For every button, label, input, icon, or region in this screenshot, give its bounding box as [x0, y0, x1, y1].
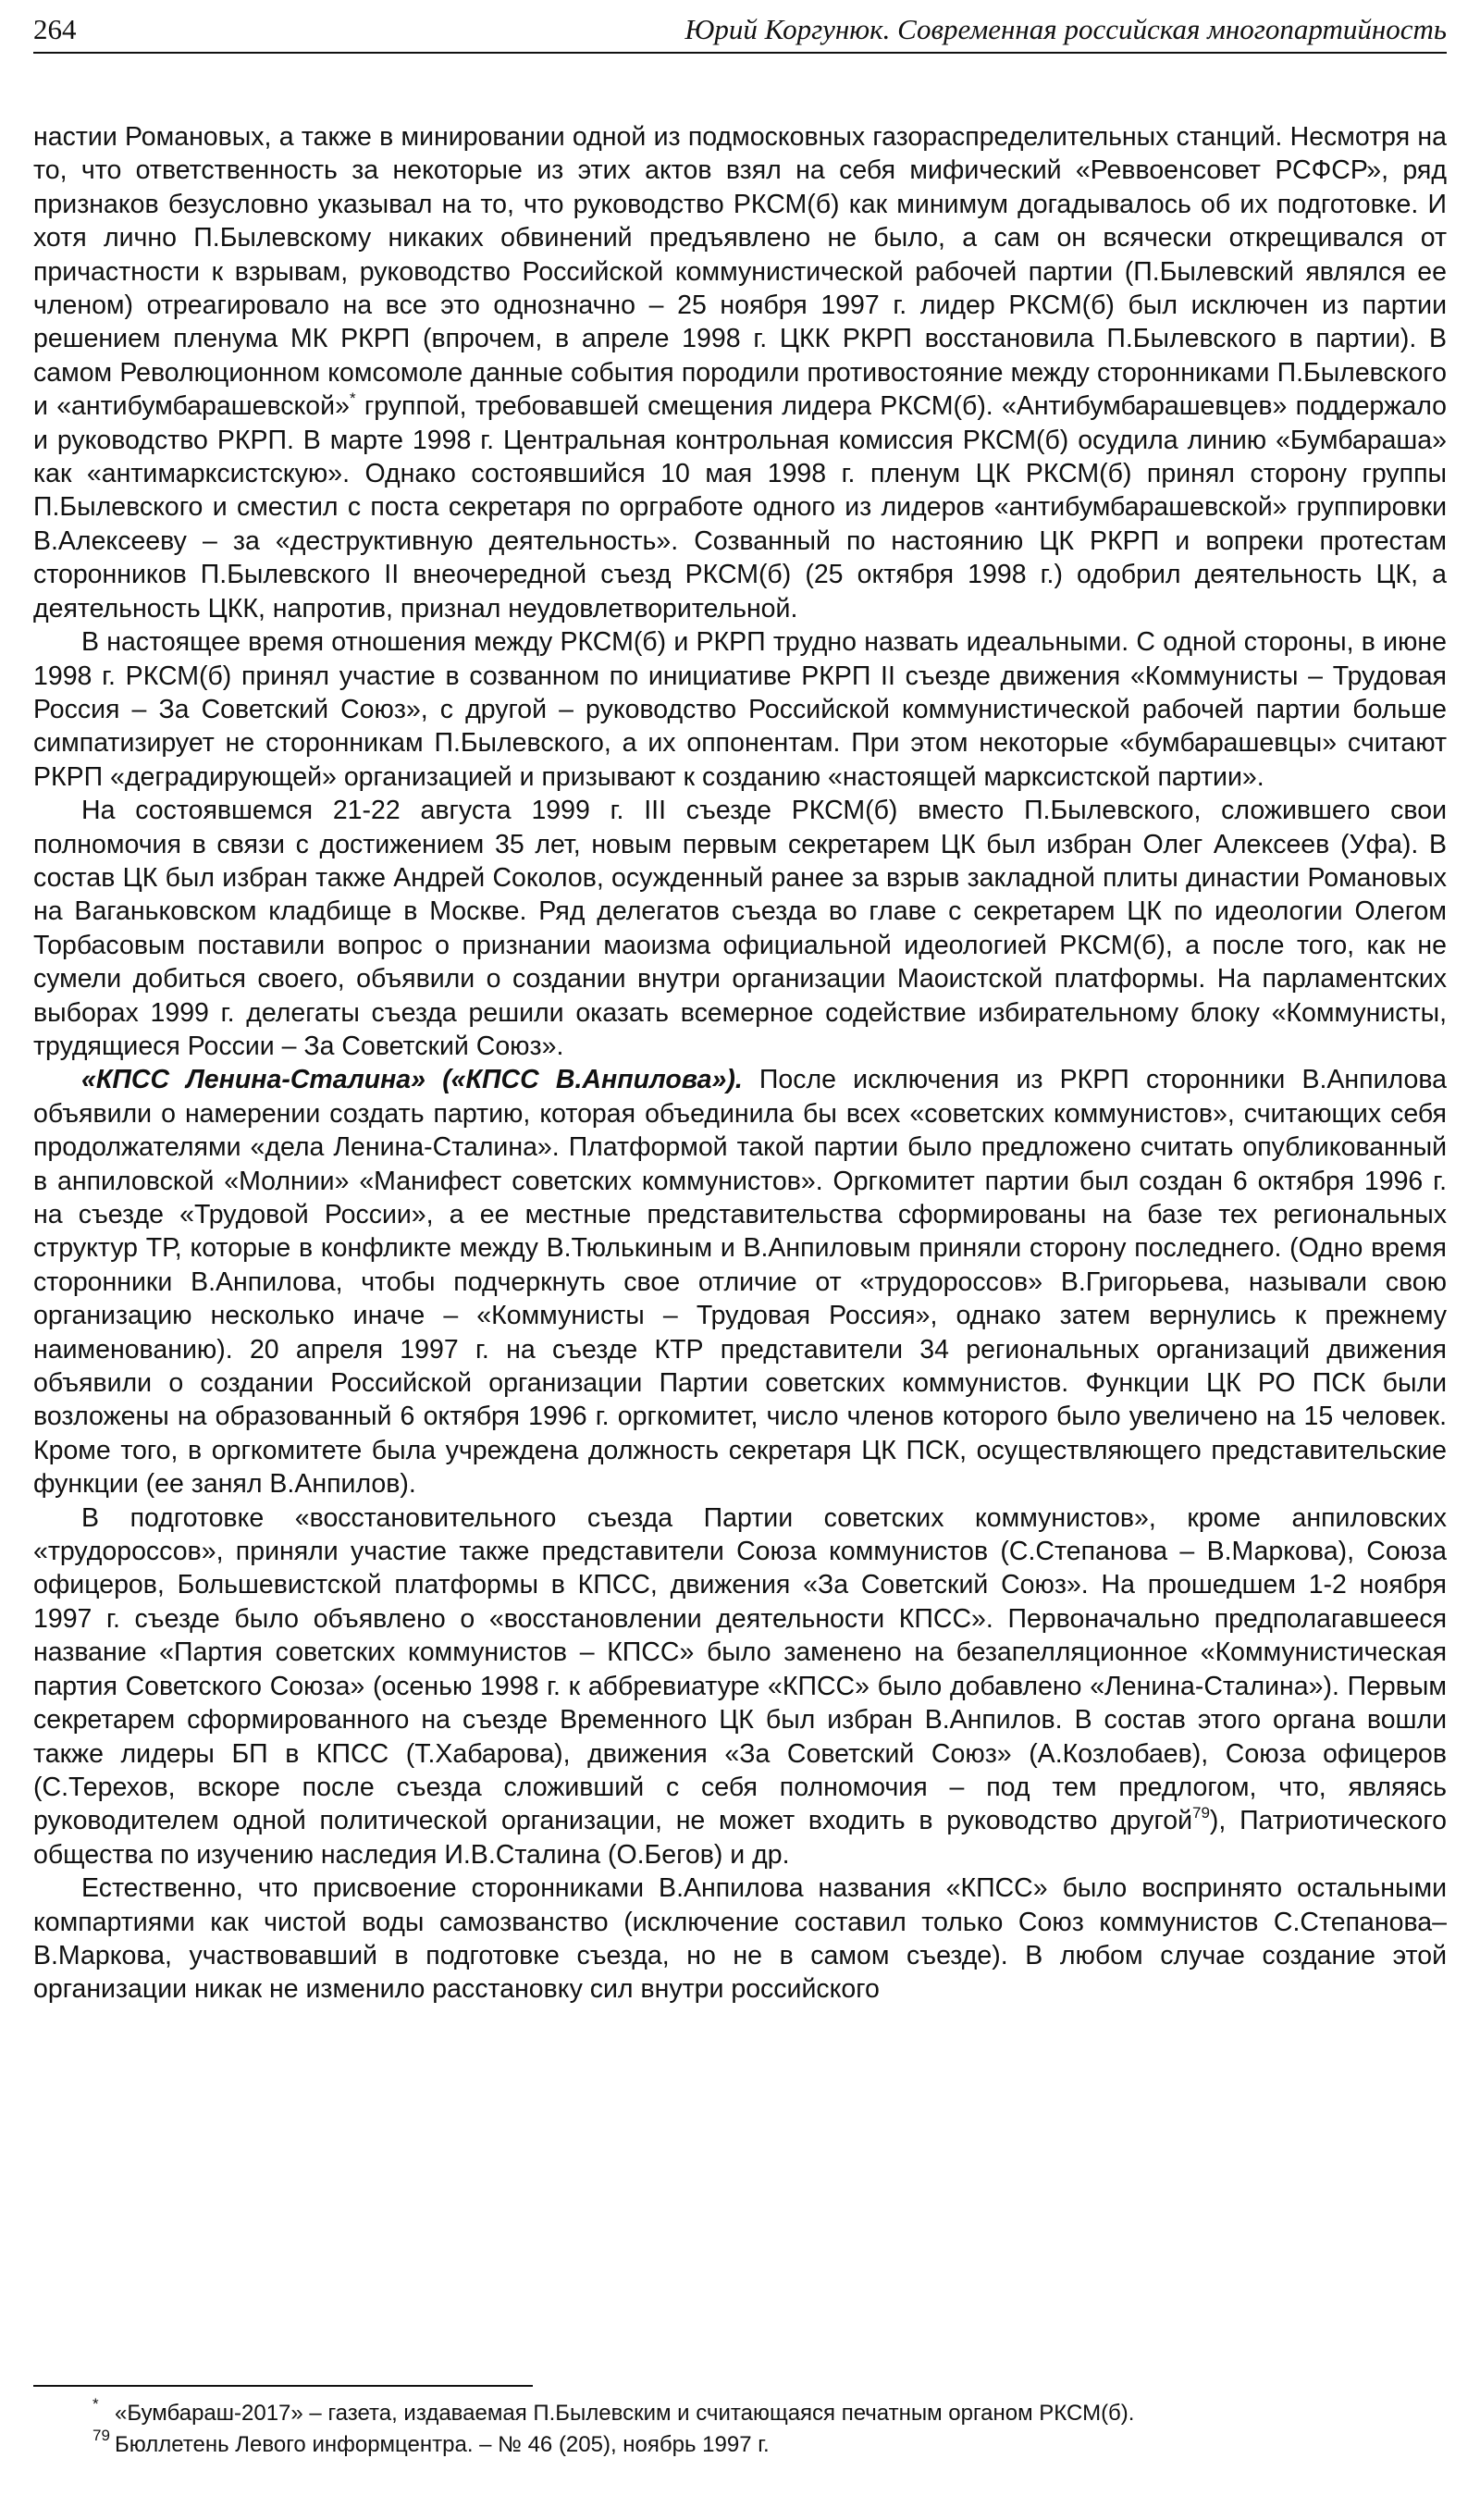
paragraph-3: На состоявшемся 21-22 августа 1999 г. III съезде РКСМ(б) вместо П.Былевского, сложившего свои полномочия в связи с достижением 35 лет, новым первым секретарем ЦК был избран Олег Алексеев (Уфа). В состав ЦК был избран также Андрей Соколов, осужденный ранее за взрыв закладной плиты династии Романовых на Ваганьковском кладбище в Москве. Ряд делегатов съезда во главе с секретарем ЦК по идеологии Олегом Торбасовым поставили вопрос о признании маоизма официальной идеологией РКСМ(б), а после того, как не сумели добиться своего, объявили о создании внутри организации Маоистской платформы. На парламентских выборах 1999 г. делегаты съезда решили оказать всемерное содействие избирательному блоку «Коммунисты, трудящиеся России – За Советский Союз». [33, 796, 1447, 1061]
paragraph-2: В настоящее время отношения между РКСМ(б) и РКРП трудно назвать идеальными. С одной стороны, в июне 1998 г. РКСМ(б) принял участие в созванном по инициативе РКРП II съезде движения «Коммунисты – Трудовая Россия – За Советский Союз», с другой – руководство Российской коммунистической рабочей партии больше симпатизирует не сторонникам П.Былевского, а их оппонентам. При этом некоторые «бумбарашевцы» считают РКРП «деградирующей» организацией и призывают к созданию «настоящей марксистской партии». [33, 627, 1447, 792]
section-heading: «КПСС Ленина-Сталина» («КПСС В.Анпилова»). [81, 1065, 743, 1095]
paragraph-4: «КПСС Ленина-Сталина» («КПСС В.Анпилова»). После исключения из РКРП сторонники В.Анпилова объявили о намерении создать партию, которая объединила бы всех «советских коммунистов», считающих себя продолжателями «дела Ленина-Сталина». Платформой такой партии было предложено считать опубликованный в анпиловской «Молнии» «Манифест советских коммунистов». Оргкомитет партии был создан 6 октября 1996 г. на съезде «Трудовой России», а ее местные представительства сформированы на базе тех региональных структур ТР, которые в конфликте между В.Тюлькиным и В.Анпиловым приняли сторону последнего. (Одно время сторонники В.Анпилова, чтобы подчеркнуть свое отличие от «трудороссов» В.Григорьева, называли свою организацию несколько иначе – «Коммунисты – Трудовая Россия», однако затем вернулись к прежнему наименованию). 20 апреля 1997 г. на съезде КТР представители 34 региональных организаций движения объявили о создании Российской организации Партии советских коммунистов. Функции ЦК РО ПСК были возложены на образованный 6 октября 1996 г. оргкомитет, число членов которого было увеличено на 15 человек. Кроме того, в оргкомитете была учреждена должность секретаря ЦК ПСК, осуществляющего представительские функции (ее занял В.Анпилов). [33, 1065, 1447, 1500]
paragraph-1: настии Романовых, а также в минировании одной из подмосковных газораспределительных станций. Несмотря на то, что ответственность за некоторые из этих актов взял на себя мифический «Реввоенсовет РСФСР», ряд признаков безусловно указывал на то, что руководство РКСМ(б) как минимум догадывалось об их подготовке. И хотя лично П.Былевскому никаких обвинений предъявлено не было, а сам он всячески открещивался от причастности к взрывам, руководство Российской коммунистической рабочей партии (П.Былевский являлся ее членом) отреагировало на все это однозначно – 25 ноября 1997 г. лидер РКСМ(б) был исключен из партии решением пленума МК РКРП (впрочем, в апреле 1998 г. ЦКК РКРП восстановила П.Былевского в партии). В самом Революционном комсомоле данные события породили противостояние между сторонниками П.Былевского и «антибумбарашевской»* группой, требовавшей смещения лидера РКСМ(б). «Антибумбарашевцев» поддержало и руководство РКРП. В марте 1998 г. Центральная контрольная комиссия РКСМ(б) осудила линию «Бумбараша» как «антимарксистскую». Однако состоявшийся 10 мая 1998 г. пленум ЦК РКСМ(б) принял сторону группы П.Былевского и сместил с поста секретаря по оргработе одного из лидеров «антибумбарашевской» группировки В.Алексееву – за «деструктивную деятельность». Созванный по настоянию ЦК РКРП и вопреки протестам сторонников П.Былевского II внеочередной съезд РКСМ(б) (25 октября 1998 г.) одобрил деятельность ЦК, а деятельность ЦКК, напротив, признал неудовлетворительной. [33, 122, 1447, 624]
footnotes [92, 2395, 1424, 2461]
footnote-text: Бюллетень Левого информцентра. – № 46 (205), ноябрь 1997 г. [115, 2432, 770, 2457]
footnote-text: «Бумбараш-2017» – газета, издаваемая П.Былевским и считающаяся печатным органом РКСМ(б). [115, 2401, 1135, 2426]
footnote-star: * «Бумбараш-2017» – газета, издаваемая П.Былевским и считающаяся печатным органом РКСМ(б). [92, 2395, 1135, 2426]
paragraph-5: В подготовке «восстановительного съезда Партии советских коммунистов», кроме анпиловских «трудороссов», приняли участие также представители Союза коммунистов (С.Степанова – В.Маркова), Союза офицеров, Большевистской платформы в КПСС, движения «За Советский Союз». На прошедшем 1-2 ноября 1997 г. съезде было объявлено о «восстановлении деятельности КПСС». Первоначально предполагавшееся название «Партия советских коммунистов – КПСС» было заменено на безапелляционное «Коммунистическая партия Советского Союза» (осенью 1998 г. к аббревиатуре «КПСС» было добавлено «Ленина-Сталина»). Первым секретарем сформированного на съезде Временного ЦК был избран В.Анпилов. В состав этого органа вошли также лидеры БП в КПСС (Т.Хабарова), движения «За Советский Союз» (А.Козлобаев), Союза офицеров (С.Терехов, вскоре после съезда сложивший с себя полномочия – под тем предлогом, что, являясь руководителем одной политической организации, не может входить в руководство другой$^{79}$), Патриотического общества по изучению наследия И.В.Сталина (О.Бегов) и др. [33, 1502, 1448, 1870]
running-title: Юрий Коргунюк. Современная российская многопартийность [684, 13, 1447, 45]
footnote-ref-79[interactable]: 79 [1192, 1804, 1210, 1822]
footnote-divider [33, 2385, 533, 2387]
book-page [33, 0, 1447, 2520]
running-header [33, 11, 1447, 54]
footnote-79: $^{79}$ Бюллетень Левого информцентра. – № 46 (205), ноябрь 1997 г. [92, 2427, 770, 2457]
paragraph-6: Естественно, что присвоение сторонниками В.Анпилова названия «КПСС» было воспринято остальными компартиями как чистой воды самозванство (исключение составил только Союз коммунистов С.Степанова–В.Маркова, участвовавший в подготовке съезда, но не в самом съезде). В любом случае создание этой организации никак не изменило расстановку сил внутри российского [33, 1873, 1447, 2005]
page-number: 264 [33, 13, 77, 45]
main-text [33, 120, 1447, 2007]
footnote-ref-star[interactable]: * [349, 389, 356, 408]
